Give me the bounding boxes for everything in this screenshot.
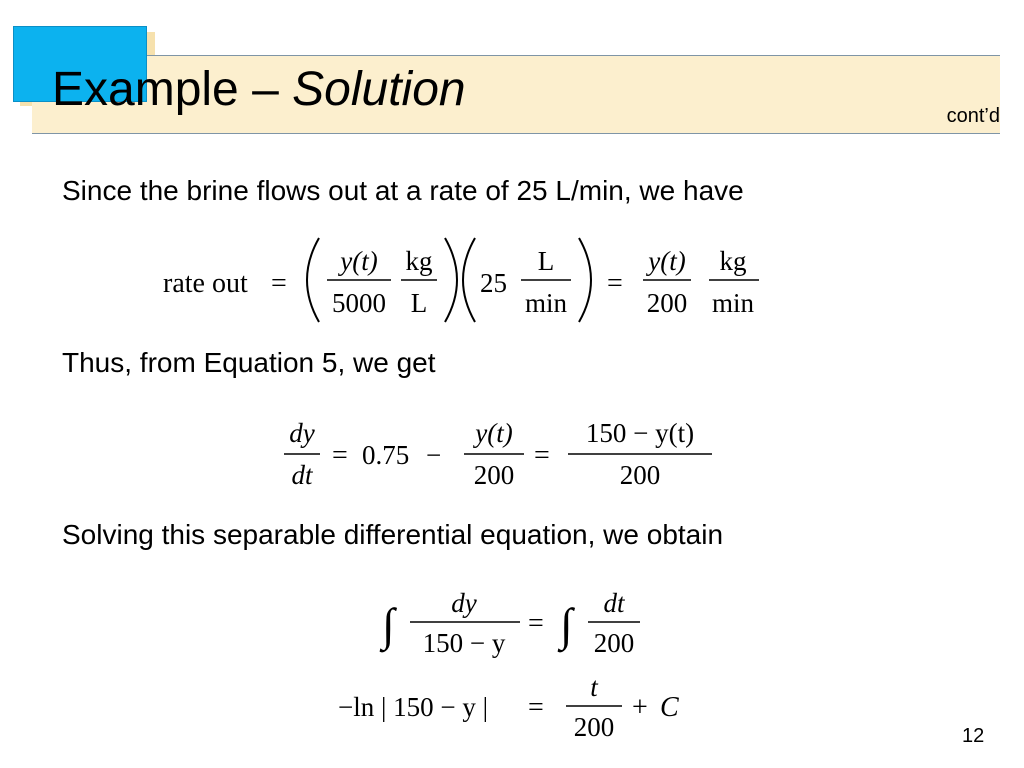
- eq1-ru-den: min: [711, 288, 755, 318]
- equation-rate-out: [155, 232, 775, 328]
- equation-integral: [378, 586, 658, 662]
- eq1-r-num: y(t): [648, 246, 686, 276]
- eq1-left-paren: [307, 238, 319, 322]
- page-number: 12: [962, 725, 985, 747]
- eq1-u1-den: L: [410, 288, 428, 318]
- eq2-minus: −: [426, 440, 442, 470]
- equation-log: [334, 672, 694, 748]
- eq1-equals-2: =: [607, 268, 623, 299]
- paragraph-1: Since the brine flows out at a rate of 25 L/min, we have: [62, 175, 744, 206]
- eq2-f-num: y(t): [475, 418, 513, 448]
- eq4-equals: =: [528, 692, 544, 723]
- eq3-equals: =: [528, 608, 544, 639]
- eq1-u2-den: min: [524, 288, 568, 318]
- equation-dy-dt: [278, 414, 718, 494]
- eq1-left-paren-2: [463, 238, 475, 322]
- eq3-a-den: 150 − y: [422, 628, 506, 658]
- eq1-u2-num: L: [537, 246, 555, 276]
- eq1-ru-num: kg: [719, 246, 747, 276]
- eq4-c-den: 200: [573, 712, 615, 742]
- eq4-constant: C: [660, 692, 679, 723]
- eq1-f1-num: y(t): [340, 246, 378, 276]
- paragraph-2: Thus, from Equation 5, we get: [62, 347, 436, 378]
- eq3-integral-1: ∫: [382, 599, 395, 650]
- continued-label: cont’d: [946, 105, 1000, 127]
- eq1-r-den: 200: [646, 288, 688, 318]
- eq2-const: 0.75: [362, 440, 410, 470]
- eq3-b-den: 200: [593, 628, 635, 658]
- eq2-d-num: dy: [289, 418, 315, 448]
- eq3-a-num: dy: [451, 588, 477, 618]
- eq3-b-num: dt: [603, 588, 625, 618]
- eq4-plus: +: [632, 692, 648, 723]
- title-plain: Example –: [52, 63, 293, 116]
- eq1-lhs: rate out: [163, 268, 248, 299]
- eq2-f-den: 200: [473, 460, 515, 490]
- eq2-d-den: dt: [291, 460, 313, 490]
- eq2-equals-2: =: [534, 440, 550, 471]
- eq1-equals: =: [271, 268, 287, 299]
- slide-title: [52, 58, 466, 122]
- eq2-g-den: 200: [619, 460, 661, 490]
- eq1-right-paren-2: [579, 238, 591, 322]
- eq1-coef: 25: [480, 268, 507, 298]
- eq1-right-paren: [445, 238, 457, 322]
- eq4-lhs: −ln | 150 − y |: [338, 692, 489, 722]
- paragraph-3: Solving this separable differential equation, we obtain: [62, 519, 724, 550]
- eq1-f1-den: 5000: [332, 288, 386, 318]
- eq3-integral-2: ∫: [560, 599, 573, 650]
- eq2-g-num: 150 − y(t): [585, 418, 695, 448]
- eq2-equals: =: [332, 440, 348, 471]
- eq1-u1-num: kg: [405, 246, 433, 276]
- title-italic: Solution: [292, 63, 466, 116]
- eq4-c-num: t: [590, 672, 598, 702]
